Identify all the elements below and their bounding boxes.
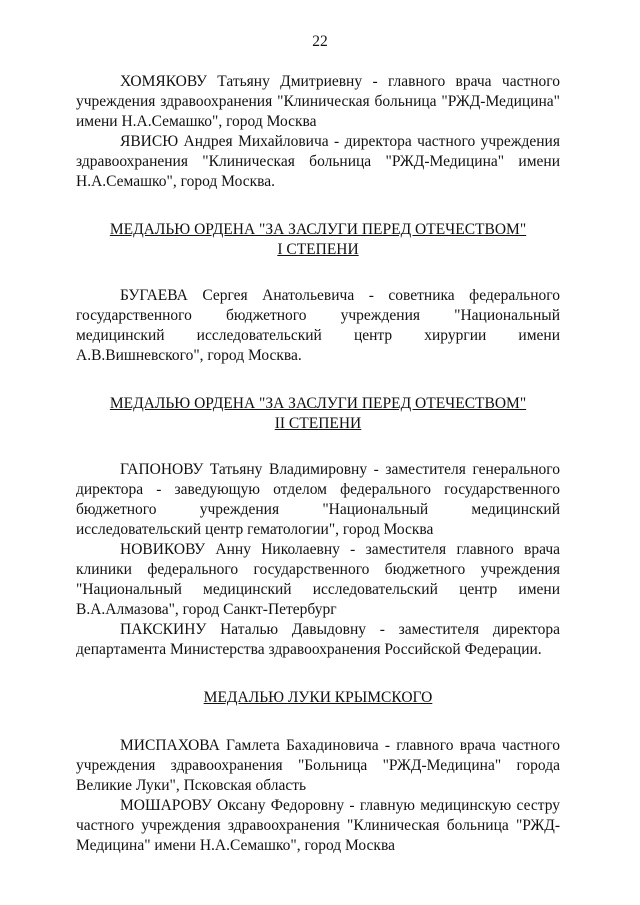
award-entry bbox=[76, 72, 560, 132]
award-entry bbox=[76, 736, 560, 796]
recipient-name: МИСПАХОВА Гамлета Бахадиновича bbox=[120, 737, 379, 754]
recipient-name: ГАПОНОВУ Татьяну Владимировну bbox=[120, 461, 368, 478]
recipient-position: - главного врача частного учреждения здравоохранения "Клиническая больница "РЖД-Медицина" имени Н.А.Семашко", город Москва bbox=[76, 73, 560, 130]
section-heading-line1: МЕДАЛЬЮ ОРДЕНА "ЗА ЗАСЛУГИ ПЕРЕД ОТЕЧЕСТВОМ" bbox=[109, 221, 527, 238]
recipient-position: - главного врача частного учреждения здравоохранения "Больница "РЖД-Медицина" города Великие Луки", Псковская область bbox=[76, 737, 560, 794]
document-body bbox=[76, 72, 560, 856]
recipient-position: - главную медицинскую сестру частного учреждения здравоохранения "Клиническая больница "РЖД-Медицина" имени Н.А.Семашко", город Москва bbox=[76, 797, 560, 854]
recipient-position: - заместителя директора департамента Министерства здравоохранения Российской Федерации. bbox=[76, 621, 560, 658]
recipient-position: - заместителя главного врача клиники федерального государственного бюджетного учреждения "Национальный медицинский исследовательский центр имени В.А.Алмазова", город Санкт-Петербург bbox=[76, 541, 560, 618]
award-section-medal-1st-degree bbox=[76, 220, 560, 366]
section-heading-line2: II СТЕПЕНИ bbox=[274, 415, 362, 432]
award-section-medal-2nd-degree bbox=[76, 394, 560, 660]
recipient-name: МОШАРОВУ Оксану Федоровну bbox=[120, 797, 345, 814]
section-heading bbox=[76, 220, 560, 260]
section-heading-line2: I СТЕПЕНИ bbox=[277, 241, 359, 258]
intro-block bbox=[76, 72, 560, 192]
award-section-luka-krymsky-medal bbox=[76, 688, 560, 856]
section-heading bbox=[76, 688, 560, 708]
section-heading-line1: МЕДАЛЬЮ ОРДЕНА "ЗА ЗАСЛУГИ ПЕРЕД ОТЕЧЕСТВОМ" bbox=[109, 395, 527, 412]
section-heading bbox=[76, 394, 560, 434]
recipient-name: ХОМЯКОВУ Татьяну Дмитриевну bbox=[120, 73, 363, 90]
award-entry bbox=[76, 620, 560, 660]
award-entry bbox=[76, 540, 560, 620]
award-entry bbox=[76, 460, 560, 540]
award-entry bbox=[76, 286, 560, 366]
recipient-position: - директора частного учреждения здравоохранения "Клиническая больница "РЖД-Медицина" имени Н.А.Семашко", город Москва. bbox=[76, 133, 560, 190]
recipient-name: БУГАЕВА Сергея Анатольевича bbox=[120, 287, 355, 304]
award-entry bbox=[76, 796, 560, 856]
award-entry bbox=[76, 132, 560, 192]
section-heading-line1: МЕДАЛЬЮ ЛУКИ КРЫМСКОГО bbox=[203, 689, 433, 706]
recipient-position: - советника федерального государственного бюджетного учреждения "Национальный медицинский исследовательский центр хирургии имени А.В.Вишневского", город Москва. bbox=[76, 287, 560, 364]
recipient-name: ЯВИСЮ Андрея Михайловича bbox=[120, 133, 329, 150]
page-number: 22 bbox=[312, 33, 328, 50]
recipient-position: - заместителя генерального директора - заведующую отделом федерального государственного бюджетного учреждения "Национальный медицинский исследовательский центр гематологии", город Москва bbox=[76, 461, 561, 538]
recipient-name: ПАКСКИНУ Наталью Давыдовну bbox=[120, 621, 367, 638]
recipient-name: НОВИКОВУ Анну Николаевну bbox=[120, 541, 340, 558]
